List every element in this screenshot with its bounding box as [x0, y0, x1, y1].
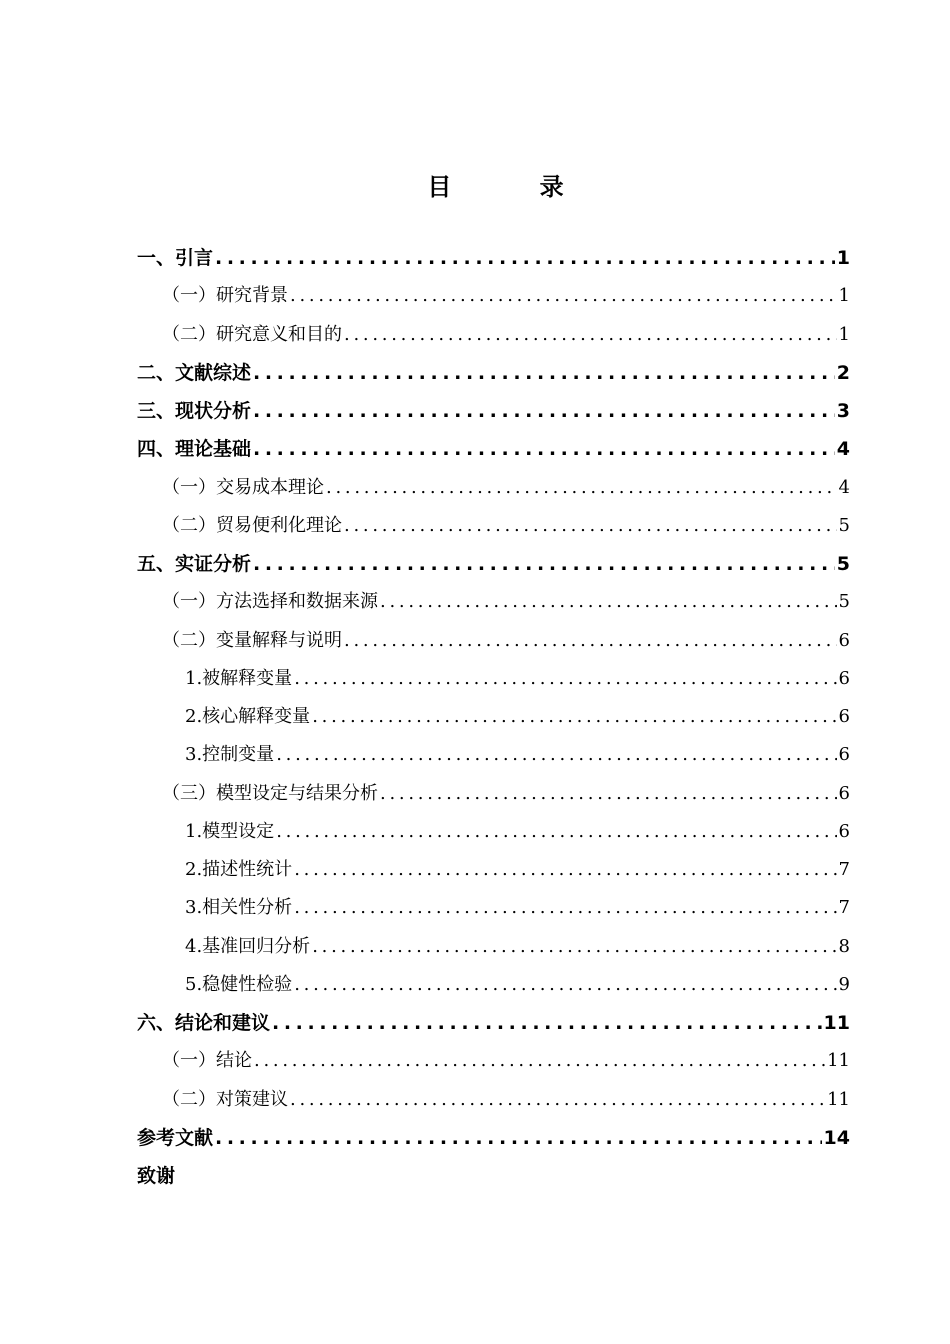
toc-entry-label: （二）变量解释与说明 [162, 630, 342, 651]
toc-entry-page-number: 7 [838, 897, 850, 918]
toc-entry[interactable] [137, 320, 850, 350]
toc-entry-label: 四、理论基础 [137, 438, 252, 460]
toc-entry-label: 3.相关性分析 [185, 897, 293, 918]
toc-entry-page-number: 2 [836, 362, 850, 384]
toc-entry-label: 一、引言 [137, 247, 214, 269]
toc-entry-page-number: 5 [838, 591, 850, 612]
toc-leader-dots [380, 587, 837, 617]
toc-entry[interactable] [137, 434, 850, 464]
toc-entry-page-number: 6 [838, 744, 850, 765]
toc-entry[interactable] [137, 855, 850, 885]
toc-leader-dots [294, 970, 836, 1000]
toc-entry-page-number: 6 [838, 706, 850, 727]
toc-entry-label: 致谢 [137, 1165, 176, 1187]
toc-entry-page-number: 4 [836, 438, 850, 460]
toc-entry-page-number: 9 [838, 974, 850, 995]
toc-leader-dots [290, 281, 837, 311]
toc-entry-page-number: 1 [838, 324, 850, 345]
toc-entry[interactable] [137, 1008, 850, 1038]
page-title: 目 录 [427, 173, 604, 201]
toc-entry[interactable] [137, 740, 850, 770]
toc-entry[interactable] [137, 817, 850, 847]
toc-entry-label: 2.描述性统计 [185, 859, 293, 880]
toc-entry[interactable] [137, 1123, 850, 1153]
toc-entry-page-number: 5 [836, 553, 850, 575]
toc-entry[interactable] [137, 702, 850, 732]
toc-entry-label: 六、结论和建议 [137, 1012, 271, 1034]
toc-entry-page-number: 6 [838, 630, 850, 651]
toc-leader-dots [253, 396, 835, 426]
toc-entry-label: 二、文献综述 [137, 362, 252, 384]
toc-entry-page-number: 3 [836, 400, 850, 422]
toc-entry-page-number: 4 [838, 477, 850, 498]
toc-entry[interactable] [137, 396, 850, 426]
toc-leader-dots [312, 702, 836, 732]
toc-entry-label: 1.被解释变量 [185, 668, 293, 689]
toc-entry[interactable] [137, 893, 850, 923]
toc-entry-page-number: 6 [838, 783, 850, 804]
toc-entry-page-number: 11 [827, 1050, 850, 1071]
toc-leader-dots [294, 893, 836, 923]
toc-leader-dots [276, 740, 836, 770]
toc-leader-dots [276, 817, 836, 847]
toc-entry[interactable] [137, 970, 850, 1000]
toc-entry-label: 三、现状分析 [137, 400, 252, 422]
toc-entry-label: （三）模型设定与结果分析 [162, 783, 378, 804]
toc-entry-label: （一）方法选择和数据来源 [162, 591, 378, 612]
toc-leader-dots [294, 664, 836, 694]
toc-entry[interactable] [137, 243, 850, 273]
toc-entry-page-number: 7 [838, 859, 850, 880]
toc-leader-dots [253, 358, 835, 388]
toc-entry[interactable] [137, 549, 850, 579]
toc-entry[interactable] [137, 932, 850, 962]
toc-leader-dots [215, 1123, 822, 1153]
toc-leader-dots [215, 243, 835, 273]
toc-entry-label: 参考文献 [137, 1127, 214, 1149]
toc-leader-dots [253, 434, 835, 464]
toc-entry[interactable] [137, 358, 850, 388]
toc-entry-page-number: 6 [838, 821, 850, 842]
toc-entry-label: （一）结论 [162, 1050, 252, 1071]
toc-entry[interactable] [137, 1085, 850, 1115]
toc-entry[interactable] [137, 473, 850, 503]
toc-entry[interactable] [137, 1046, 850, 1076]
toc-entry-label: 1.模型设定 [185, 821, 275, 842]
toc-leader-dots [312, 932, 836, 962]
toc-entry-page-number: 11 [823, 1012, 850, 1034]
toc-leader-dots [290, 1085, 825, 1115]
toc-entry-label: 五、实证分析 [137, 553, 252, 575]
toc-entry-page-number: 8 [838, 936, 850, 957]
toc-leader-dots [344, 320, 837, 350]
toc-entry-page-number: 5 [838, 515, 850, 536]
toc-leader-dots [294, 855, 836, 885]
toc-entry-page-number: 1 [836, 247, 850, 269]
toc-leader-dots [326, 473, 837, 503]
toc-entry-page-number: 6 [838, 668, 850, 689]
toc-leader-dots [272, 1008, 822, 1038]
toc-entry-label: （一）研究背景 [162, 285, 288, 306]
toc-entry-page-number: 11 [827, 1089, 850, 1110]
toc-leader-dots [254, 1046, 825, 1076]
toc-entry-label: （二）贸易便利化理论 [162, 515, 342, 536]
toc-leader-dots [380, 779, 837, 809]
toc-entry[interactable] [137, 1161, 850, 1191]
toc-entry-label: （一）交易成本理论 [162, 477, 324, 498]
toc-entry[interactable] [137, 281, 850, 311]
toc-entry-label: 2.核心解释变量 [185, 706, 311, 727]
toc-entry-label: （二）研究意义和目的 [162, 324, 342, 345]
toc-entry[interactable] [137, 664, 850, 694]
toc-entry[interactable] [137, 626, 850, 656]
toc-entry-label: 4.基准回归分析 [185, 936, 311, 957]
toc-entry-label: 3.控制变量 [185, 744, 275, 765]
toc-entry[interactable] [137, 587, 850, 617]
toc-entry-label: （二）对策建议 [162, 1089, 288, 1110]
toc-entry-page-number: 1 [838, 285, 850, 306]
toc-entry[interactable] [137, 779, 850, 809]
toc-entry-label: 5.稳健性检验 [185, 974, 293, 995]
toc-entry-page-number: 14 [823, 1127, 850, 1149]
toc-leader-dots [344, 626, 837, 656]
toc-leader-dots [253, 549, 835, 579]
toc-entry[interactable] [137, 511, 850, 541]
toc-leader-dots [344, 511, 837, 541]
